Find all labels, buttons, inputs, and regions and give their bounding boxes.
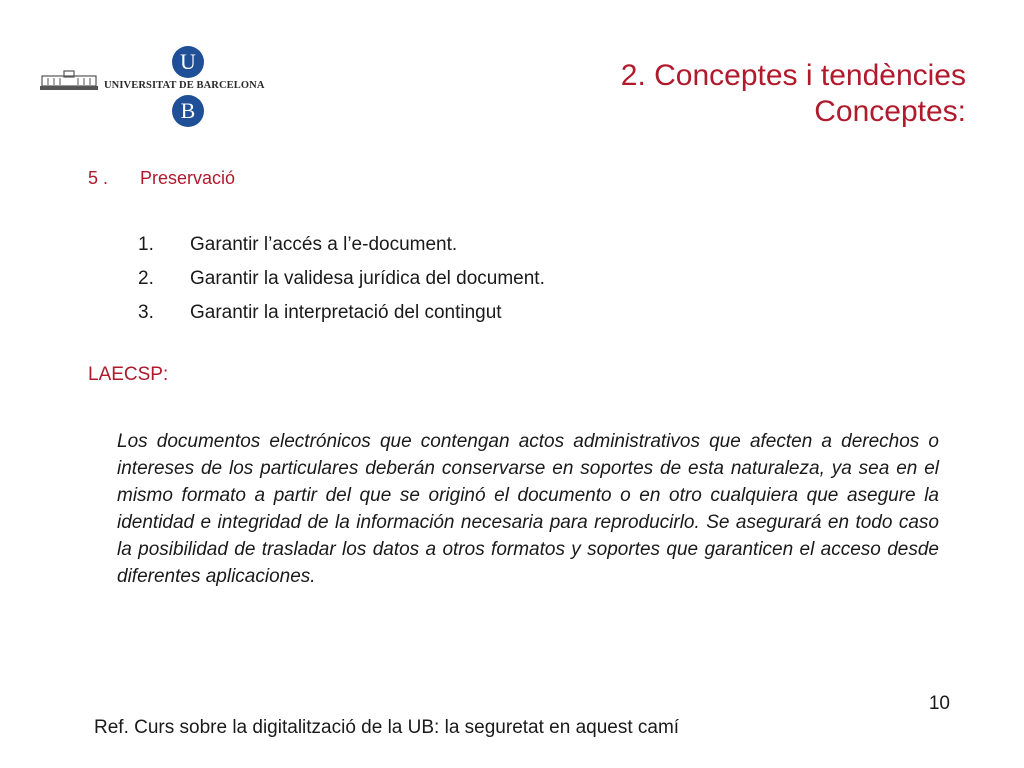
section-title: Preservació	[140, 168, 236, 188]
page-number: 10	[928, 693, 950, 714]
list-item-text: Garantir la validesa jurídica del document.	[190, 268, 545, 289]
slide-title-line2: Conceptes:	[814, 95, 966, 128]
section-number: 5 .	[88, 168, 109, 188]
list-item-number: 1.	[138, 234, 154, 255]
list-item-number: 3.	[138, 302, 154, 323]
list-item-text: Garantir l’accés a l’e-document.	[190, 234, 458, 255]
list-item	[138, 266, 545, 300]
university-building-icon	[40, 70, 98, 92]
list-item-number: 2.	[138, 268, 154, 289]
footer-reference: Ref. Curs sobre la digitalització de la UB: la seguretat en aquest camí	[94, 717, 680, 738]
list-item-text: Garantir la interpretació del contingut	[190, 302, 502, 323]
preservation-list	[138, 232, 545, 334]
laecsp-label: LAECSP:	[88, 364, 169, 385]
slide-title-line1: 2. Conceptes i tendències	[620, 59, 966, 92]
slide-title	[621, 58, 966, 130]
university-name: UNIVERSITAT DE BARCELONA	[104, 80, 265, 91]
list-item	[138, 300, 545, 334]
laecsp-quote: Los documentos electrónicos que contengan actos administrativos que afecten a derechos o intereses de los particulares deberán conservarse en soportes de esta naturaleza, ya sea en el mismo formato a partir del que se originó el documento o en otro cualquiera que asegure la identidad e integridad de la información necesaria para reproducirlo. Se asegurará en todo caso la posibilidad de trasladar los datos a otros formatos y soportes que garanticen el acceso desde diferentes aplicaciones.	[117, 431, 939, 587]
logo-b-badge: B	[172, 95, 204, 127]
logo-u-badge: U	[172, 46, 204, 78]
list-item	[138, 232, 545, 266]
